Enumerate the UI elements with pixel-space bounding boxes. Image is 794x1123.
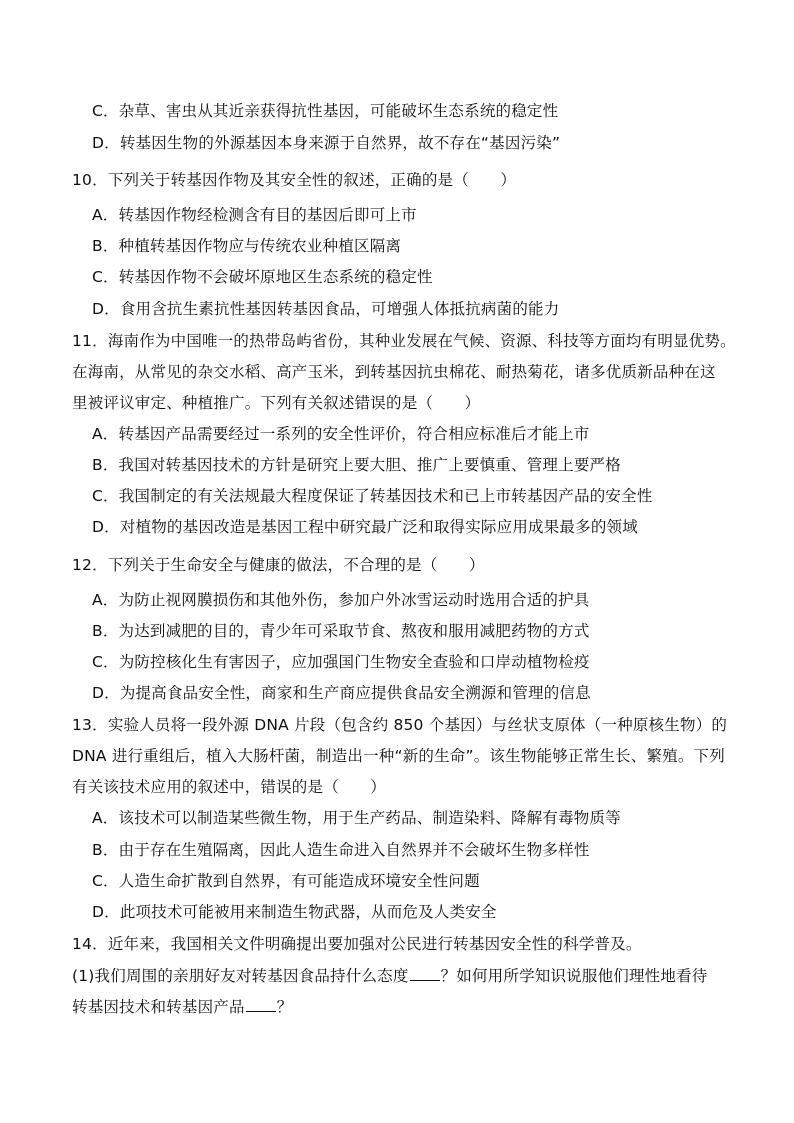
answer-blank-1[interactable]	[410, 966, 440, 981]
q11-option-a: A．转基因产品需要经过一系列的安全性评价，符合相应标准后才能上市	[92, 425, 590, 443]
q13-option-d: D．此项技术可能被用来制造生物武器，从而危及人类安全	[92, 903, 497, 921]
q11-option-c: C．我国制定的有关法规最大程度保证了转基因技术和已上市转基因产品的安全性	[92, 487, 653, 505]
q13-option-b: B．由于存在生殖隔离，因此人造生命进入自然界并不会破坏生物多样性	[92, 841, 590, 859]
q13-stem-line3: 有关该技术应用的叙述中，错误的是（ ）	[72, 778, 387, 796]
q14-sub1-text-b: ？如何用所学知识说服他们理性地看待	[440, 967, 708, 985]
q9-option-c: C．杂草、害虫从其近亲获得抗性基因，可能破坏生态系统的稳定性	[92, 102, 559, 120]
q12-stem: 12．下列关于生命安全与健康的做法，不合理的是（ ）	[72, 556, 485, 574]
q11-stem-line3: 里被评议审定、种植推广。下列有关叙述错误的是（ ）	[72, 394, 481, 412]
q13-stem-line1: 13．实验人员将一段外源 DNA 片段（包含约 850 个基因）与丝状支原体（一种原核生物）的	[72, 716, 728, 734]
q11-stem-line2: 在海南，从常见的杂交水稻、高产玉米，到转基因抗虫棉花、耐热菊花，诸多优质新品种在这	[72, 363, 716, 381]
q12-option-d: D．为提高食品安全性，商家和生产商应提供食品安全溯源和管理的信息	[92, 684, 591, 702]
q13-option-a: A．该技术可以制造某些微生物，用于生产药品、制造染料、降解有毒物质等	[92, 809, 621, 827]
q11-option-d: D．对植物的基因改造是基因工程中研究最广泛和取得实际应用成果最多的领域	[92, 518, 638, 536]
q14-sub1-text-d: ？	[276, 998, 293, 1016]
q12-option-b: B．为达到减肥的目的，青少年可采取节食、熬夜和服用减肥药物的方式	[92, 622, 590, 640]
q10-option-c: C．转基因作物不会破坏原地区生态系统的稳定性	[92, 268, 433, 286]
q10-option-b: B．种植转基因作物应与传统农业种植区隔离	[92, 237, 402, 255]
q12-option-a: A．为防止视网膜损伤和其他外伤，参加户外冰雪运动时选用合适的护具	[92, 591, 590, 609]
q10-stem: 10．下列关于转基因作物及其安全性的叙述，正确的是（ ）	[72, 171, 517, 189]
q14-sub1-text-a: (1)我们周围的亲朋好友对转基因食品持什么态度	[72, 967, 409, 985]
q13-option-c: C．人造生命扩散到自然界，有可能造成环境安全性问题	[92, 872, 480, 890]
q10-option-a: A．转基因作物经检测含有目的基因后即可上市	[92, 206, 417, 224]
q10-option-d: D．食用含抗生素抗性基因转基因食品，可增强人体抵抗病菌的能力	[92, 300, 560, 318]
q9-option-d: D．转基因生物的外源基因本身来源于自然界，故不存在“基因污染”	[92, 134, 561, 152]
q11-stem-line1: 11．海南作为中国唯一的热带岛屿省份，其种业发展在气候、资源、科技等方面均有明显优势。	[72, 332, 736, 350]
answer-blank-2[interactable]	[246, 997, 276, 1012]
q14-sub1-line1	[72, 966, 707, 986]
q14-sub1-text-c: 转基因技术和转基因产品	[72, 998, 245, 1016]
q13-stem-line2: DNA 进行重组后，植入大肠杆菌，制造出一种“新的生命”。该生物能够正常生长、繁殖。下列	[72, 747, 725, 765]
q12-option-c: C．为防控核化生有害因子，应加强国门生物安全查验和口岸动植物检疫	[92, 653, 590, 671]
q14-stem: 14．近年来，我国相关文件明确提出要加强对公民进行转基因安全性的科学普及。	[72, 935, 642, 953]
q14-sub1-line2	[72, 997, 292, 1017]
q11-option-b: B．我国对转基因技术的方针是研究上要大胆、推广上要慎重、管理上要严格	[92, 456, 621, 474]
